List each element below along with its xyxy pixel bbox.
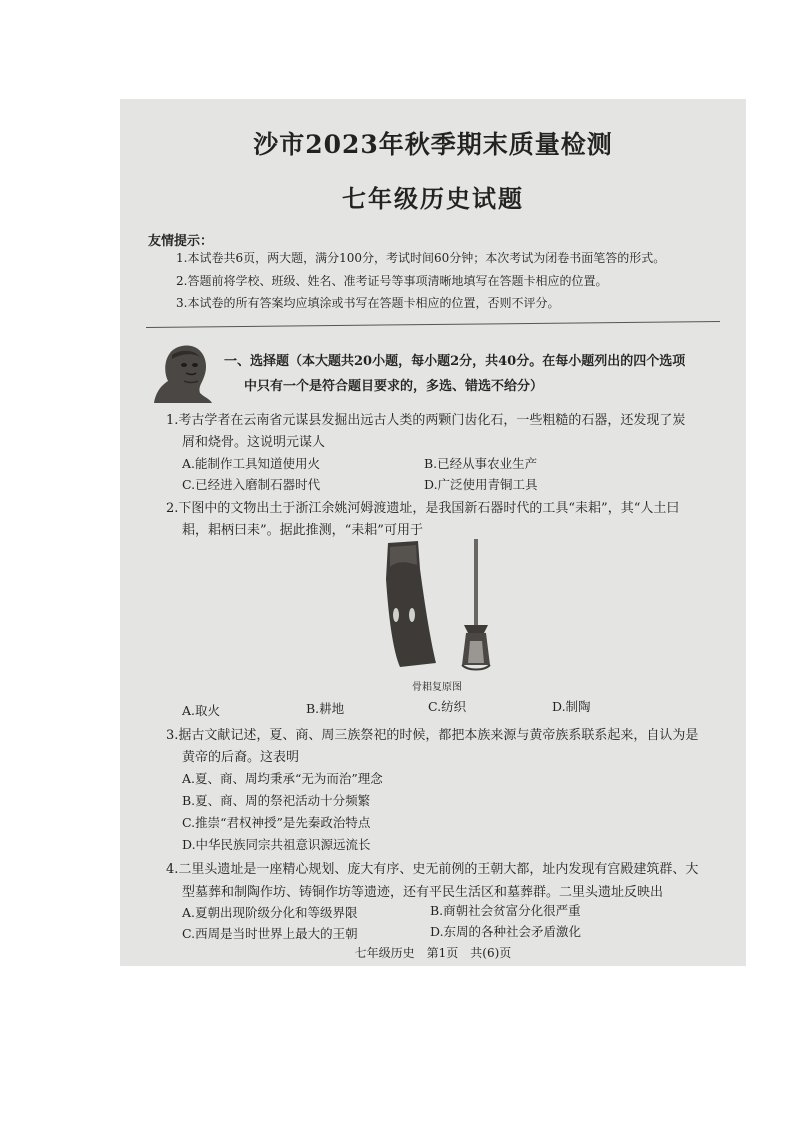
option-2c: C.纺织 <box>428 699 467 714</box>
option-4d: D.东周的各种社会矛盾激化 <box>430 924 582 939</box>
question-2-line: 耜，耜柄曰耒”。据此推测，“耒耜”可用于 <box>182 523 423 538</box>
section-heading: 中只有一个是符合题目要求的，多选、错选不给分） <box>244 379 544 394</box>
figure-caption: 骨耜复原图 <box>412 682 462 693</box>
tip-item: 1.本试卷共6页，两大题，满分100分，考试时间60分钟；本次考试为闭卷书面笔答的形式。 <box>176 251 666 265</box>
divider <box>146 321 720 328</box>
question-4-line: 型墓葬和制陶作坊、铸铜作坊等遗迹，还有平民生活区和墓葬群。二里头遗址反映出 <box>182 885 664 900</box>
exam-subtitle: 七年级历史试题 <box>342 184 524 213</box>
tip-item: 2.答题前将学校、班级、姓名、准考证号等事项清晰地填写在答题卡相应的位置。 <box>176 274 608 288</box>
question-1-line: 屑和烧骨。这说明元谋人 <box>182 435 326 450</box>
option-3a: A.夏、商、周均秉承“无为而治”理念 <box>182 771 383 786</box>
bone-spade-image <box>378 539 508 673</box>
option-4c: C.西周是当时世界上最大的王朝 <box>182 926 358 941</box>
option-1a: A.能制作工具知道使用火 <box>182 456 321 471</box>
option-1b: B.已经从事农业生产 <box>424 456 538 471</box>
option-2a: A.取火 <box>182 703 221 718</box>
option-1c: C.已经进入磨制石器时代 <box>182 477 321 492</box>
exam-title: 沙市2023年秋季期末质量检测 <box>253 130 613 159</box>
page-footer: 七年级历史 第1页 共(6)页 <box>354 946 512 960</box>
option-1d: D.广泛使用青铜工具 <box>424 477 538 492</box>
question-4-line: 4.二里头遗址是一座精心规划、庞大有序、史无前例的王朝大都，址内发现有宫殿建筑群、大 <box>166 862 699 877</box>
question-2-line: 2.下图中的文物出土于浙江余姚河姆渡遗址，是我国新石器时代的工具“耒耜”，其“人土曰 <box>166 501 680 516</box>
option-3b: B.夏、商、周的祭祀活动十分频繁 <box>182 793 371 808</box>
question-3-line: 3.据古文献记述，夏、商、周三族祭祀的时候，都把本族来源与黄帝族系联系起来，自认为是 <box>166 728 699 743</box>
exam-sheet <box>120 99 746 966</box>
ancient-human-head-image <box>150 339 216 405</box>
option-3d: D.中华民族同宗共祖意识源远流长 <box>182 837 371 852</box>
option-4b: B.商朝社会贫富分化很严重 <box>430 903 581 918</box>
tips-heading: 友情提示： <box>148 234 214 249</box>
option-2d: D.制陶 <box>552 699 591 714</box>
tip-item: 3.本试卷的所有答案均应填涂或书写在答题卡相应的位置，否则不评分。 <box>176 296 560 310</box>
option-3c: C.推崇“君权神授”是先秦政治特点 <box>182 815 371 830</box>
question-1-line: 1.考古学者在云南省元谋县发掘出远古人类的两颗门齿化石，一些粗糙的石器，还发现了炭 <box>166 413 686 428</box>
option-2b: B.耕地 <box>306 701 345 716</box>
section-heading: 一、选择题（本大题共20小题，每小题2分，共40分。在每小题列出的四个选项 <box>224 354 686 369</box>
question-3-line: 黄帝的后裔。这表明 <box>182 750 300 765</box>
option-4a: A.夏朝出现阶级分化和等级界限 <box>182 905 358 920</box>
